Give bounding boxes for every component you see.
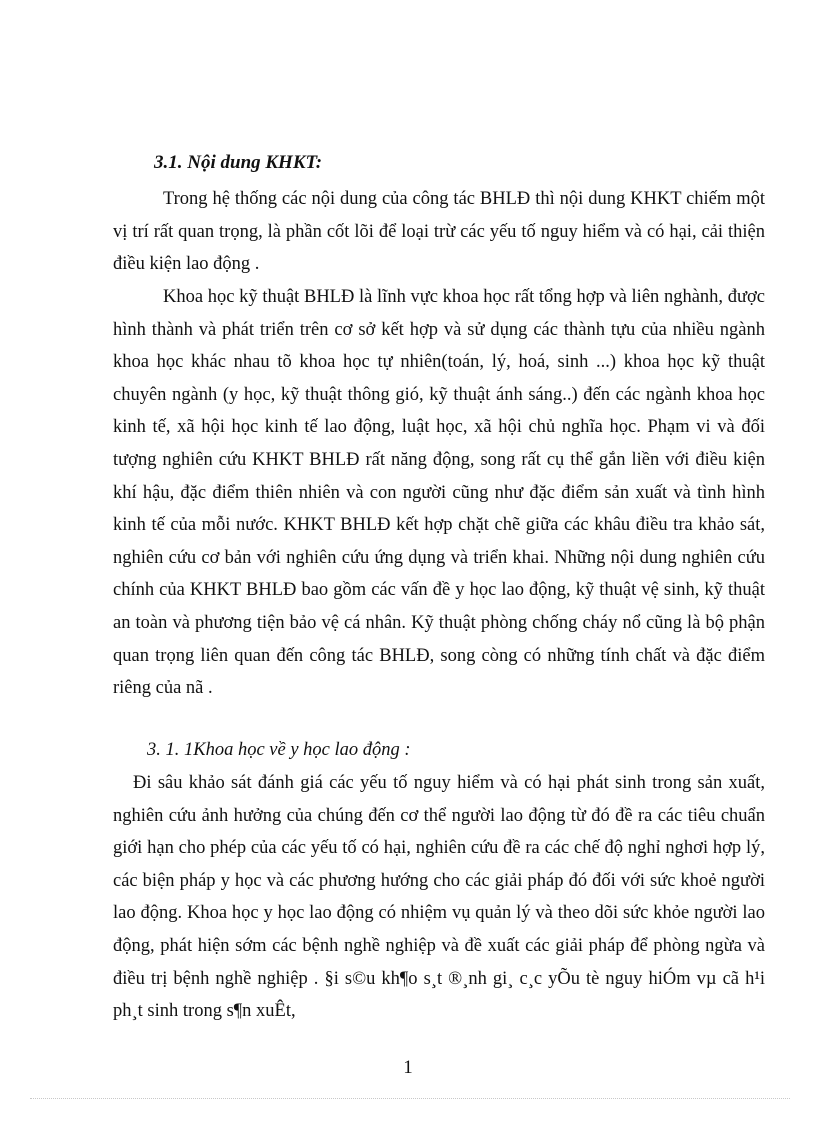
page-number: 1 [403, 1057, 413, 1078]
paragraph-3: Đi sâu khảo sát đánh giá các yếu tố nguy hiểm và có hại phát sinh trong sản xuất, nghiên cứu ảnh hưởng của chúng đến cơ thể người lao động từ đó đề ra các tiêu chuẩn giới hạn cho phép của các yếu tố có hại, nghiên cứu đề ra các chế độ nghỉ nghơi hợp lý, các biện pháp y học và các phương hướng cho các giải pháp đó đối với sức khoẻ người lao động. Khoa học y học lao động có nhiệm vụ quản lý và theo dõi sức khỏe người lao động, phát hiện sớm các bệnh nghề nghiệp và đề xuất các giải pháp để phòng ngừa và điều trị bệnh nghề nghiệp . §i s©u kh¶o s¸t ®¸nh gi¸ c¸c yÕu tè nguy hiÓm vµ cã h¹i ph¸t sinh trong s¶n xuÊt, [113, 773, 765, 1022]
footer-divider [30, 1098, 790, 1099]
paragraph-1: Trong hệ thống các nội dung của công tác BHLĐ thì nội dung KHKT chiếm một vị trí rất quan trọng, là phần cốt lõi để loại trừ các yếu tố nguy hiểm và có hại, cải thiện điều kiện lao động . [113, 189, 765, 275]
subsection-heading: 3. 1. 1Khoa học về y học lao động : [147, 740, 411, 760]
section-heading: 3.1. Nội dung KHKT: [154, 152, 323, 173]
paragraph-2: Khoa học kỹ thuật BHLĐ là lĩnh vực khoa học rất tổng hợp và liên nghành, được hình thành và phát triển trên cơ sở kết hợp và sử dụng các thành tựu của nhiều ngành khoa học khác nhau tõ khoa học tự nhiên(toán, lý, hoá, sinh ...) khoa học kỹ thuật chuyên ngành (y học, kỹ thuật thông gió, kỹ thuật ánh sáng..) đến các ngành khoa học kinh tế, xã hội học kinh tế lao động, luật học, xã hội chủ nghĩa học. Phạm vi và đối tượng nghiên cứu KHKT BHLĐ rất năng động, song rất cụ thể gắn liền với điều kiện khí hậu, đặc điểm thiên nhiên và con người cũng như đặc điểm sản xuất và tình hình kinh tế của mỗi nước. KHKT BHLĐ kết hợp chặt chẽ giữa các khâu điều tra khảo sát, nghiên cứu cơ bản với nghiên cứu ứng dụng và triển khai. Những nội dung nghiên cứu chính của KHKT BHLĐ bao gồm các vấn đề y học lao động, kỹ thuật vệ sinh, kỹ thuật an toàn và phương tiện bảo vệ cá nhân. Kỹ thuật phòng chống cháy nổ cũng là bộ phận quan trọng liên quan đến công tác BHLĐ, song còng có những tính chất và đặc điểm riêng của nã . [113, 287, 765, 699]
